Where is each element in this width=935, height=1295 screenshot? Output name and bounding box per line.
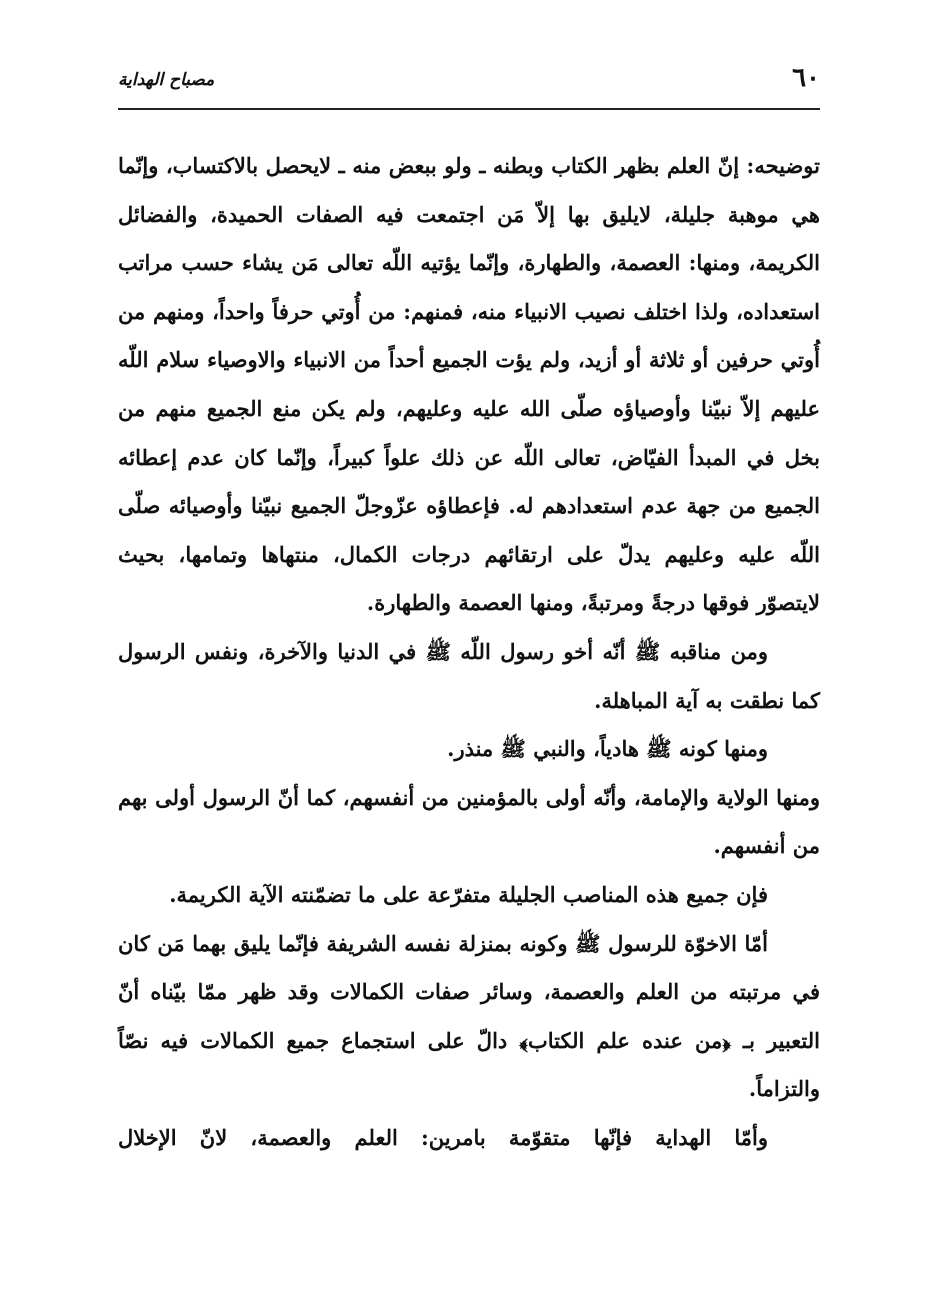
body-text: [118, 142, 820, 1162]
header-divider: [118, 108, 820, 110]
page-header: [118, 62, 820, 98]
paragraph: فإن جميع هذه المناصب الجليلة متفرّعة على ما تضمّنته الآية الكريمة.: [169, 881, 768, 907]
paragraph: أمّا الاخوّة للرسول ﷺ وكونه بمنزلة نفسه الشريفة فإنّما يليق بهما مَن كان في مرتبته من العلم والعصمة، وسائر صفات الكمالات وقد ظهر ممّا بيّناه أنّ التعبير بـ ﴿من عنده علم الكتاب﴾ دالّ على استجماع جميع الكمالات فيه نصّاً والتزاماً.: [118, 930, 820, 1102]
paragraph: ومن مناقبه ﷺ أنّه أخو رسول اللّه ﷺ في الدنيا والآخرة، ونفس الرسول كما نطقت به آية المباهلة.: [118, 638, 820, 713]
paragraph: ومنها كونه ﷺ هادياً، والنبي ﷺ منذر.: [447, 736, 768, 762]
paragraph: ومنها الولاية والإمامة، وأنّه أولى بالمؤمنين من أنفسهم، كما أنّ الرسول أولى بهم من أنفسهم.: [118, 784, 820, 859]
page-number: ٦٠: [792, 63, 820, 93]
paragraph: توضيحه: إنّ العلم بظهر الكتاب وبطنه ـ ولو ببعض منه ـ لايحصل بالاكتساب، وإنّما هي موهبة جليلة، لايليق بها إلاّ مَن اجتمعت فيه الصفات الحميدة، والفضائل الكريمة، ومنها: العصمة، والطهارة، وإنّما يؤتيه اللّه تعالى مَن يشاء حسب مراتب استعداده، ولذا اختلف نصيب الانبياء منه، فمنهم: من أُوتي حرفاً واحداً، ومنهم من أُوتي حرفين أو ثلاثة أو أزيد، ولم يؤت الجميع أحداً من الانبياء والاوصياء سلام اللّه عليهم إلاّ نبيّنا وأوصياؤه صلّى الله عليه وعليهم، ولم يكن منع الجميع منهم من بخل في المبدأ الفيّاض، تعالى اللّه عن ذلك علواً كبيراً، وإنّما كان عدم إعطائه الجميع من جهة عدم استعدادهم له. فإعطاؤه عزّوجلّ الجميع نبيّنا وأوصيائه صلّى اللّه عليه وعليهم يدلّ على ارتقائهم درجات الكمال، منتهاها وتمامها، بحيث لايتصوّر فوقها درجةً ومرتبةً، ومنها العصمة والطهارة.: [118, 153, 820, 616]
paragraph: وأمّا الهداية فإنّها متقوّمة بامرين: العلم والعصمة، لانّ الإخلال: [118, 1124, 768, 1150]
running-title: مصباح الهداية: [118, 70, 215, 90]
